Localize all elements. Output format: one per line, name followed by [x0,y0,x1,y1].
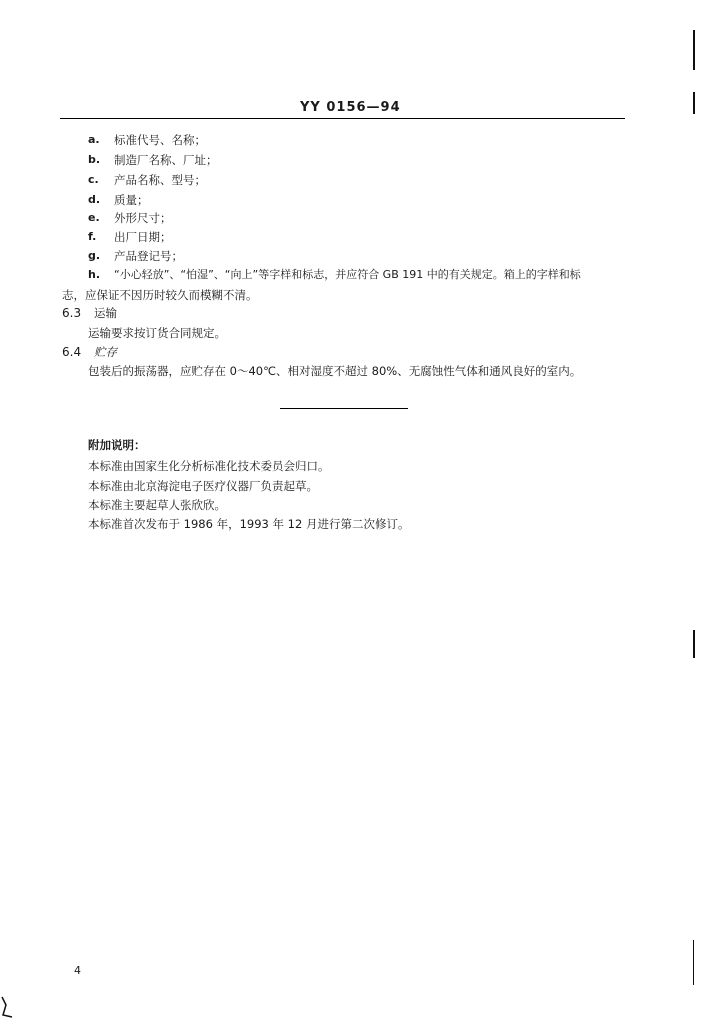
appendix-line: 本标准由国家生化分析标准化技术委员会归口。 [88,459,330,473]
scan-edge-mark [693,940,694,985]
list-item-letter: d. [88,193,101,206]
appendix-line: 本标准首次发布于 1986 年，1993 年 12 月进行第二次修订。 [88,517,410,531]
section-number: 6.4 [62,345,82,359]
list-item-letter: e. [88,211,100,224]
list-item-text: 制造厂名称、厂址； [114,153,218,167]
list-item-text: 外形尺寸； [114,211,172,225]
appendix-line: 本标准主要起草人张欣欣。 [88,498,226,512]
list-item-text: “小心轻放”、“怕湿”、“向上”等字样和标志，并应符合 GB 191 中的有关规定。箱上的字样和标 [114,268,581,281]
list-item-continuation: 志，应保证不因历时较久而模糊不清。 [62,288,258,302]
scan-edge-mark [693,30,695,70]
list-item-letter: h. [88,268,101,281]
section-body: 包装后的振荡器，应贮存在 0～40℃、相对湿度不超过 80%、无腐蚀性气体和通风良好的室内。 [88,364,582,378]
list-item-text: 出厂日期； [114,230,172,244]
section-body: 运输要求按订货合同规定。 [88,326,226,340]
appendix-heading: 附加说明： [88,438,146,452]
header-rule [60,118,625,119]
list-item-text: 产品登记号； [114,249,183,263]
section-title: 运输 [94,306,117,320]
page-number: 4 [74,964,81,977]
end-of-text-rule [280,408,408,409]
standard-code-header: YY 0156—94 [300,100,401,115]
list-item-letter: c. [88,173,99,186]
list-item-text: 质量； [114,193,149,207]
scan-edge-mark [693,92,695,114]
list-item-letter: a. [88,133,100,146]
list-item-text: 产品名称、型号； [114,173,206,187]
scan-edge-mark [693,630,695,658]
list-item-letter: f. [88,230,97,243]
scan-corner-mark [0,995,22,1019]
list-item-letter: b. [88,153,101,166]
list-item-text: 标准代号、名称； [114,133,206,147]
list-item-letter: g. [88,249,101,262]
section-number: 6.3 [62,306,82,320]
appendix-line: 本标准由北京海淀电子医疗仪器厂负责起草。 [88,479,318,493]
section-title: 贮存 [94,345,117,359]
